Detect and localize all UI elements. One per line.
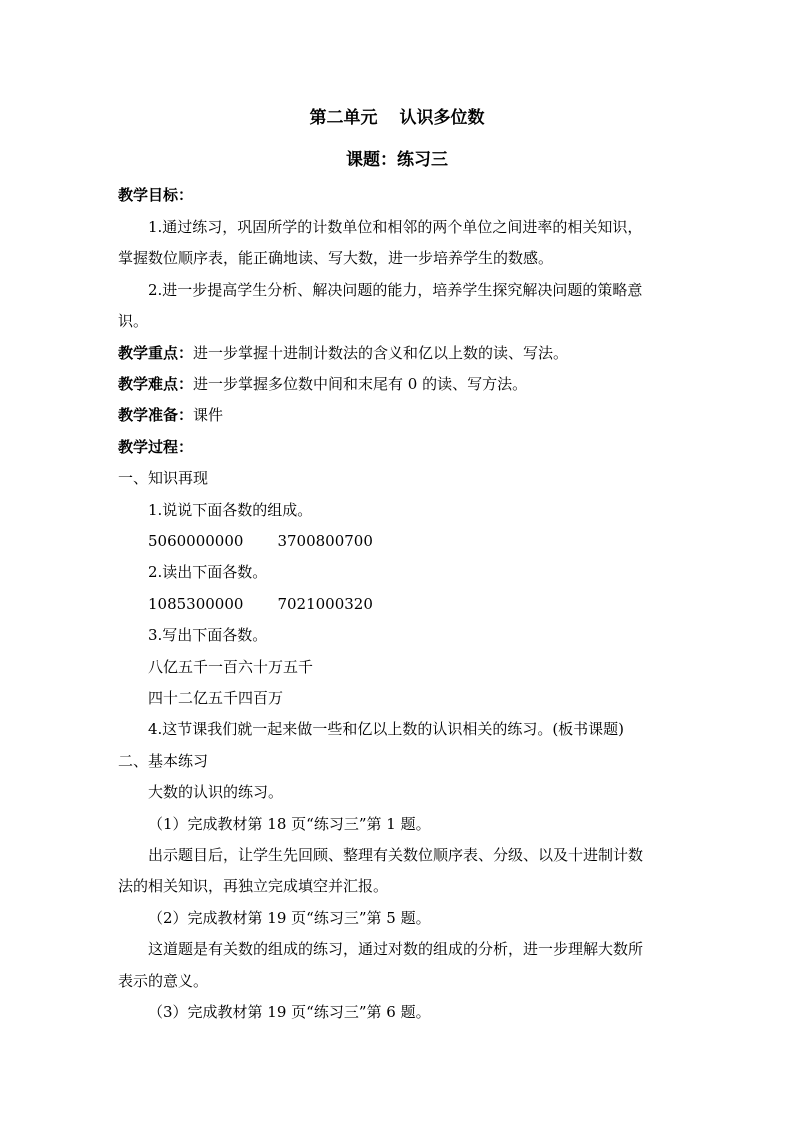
number-a: 1085300000 (148, 595, 244, 613)
key-points-text: 进一步掌握十进制计数法的含义和亿以上数的读、写法。 (193, 344, 569, 362)
section-1-q2-numbers (148, 594, 794, 614)
preparation-label: 教学准备： (118, 406, 194, 424)
section-1-heading: 一、知识再现 (118, 469, 209, 487)
section-2-exercise-2-note-line-1: 这道题是有关数的组成的练习，通过对数的组成的分析，进一步理解大数所 (148, 940, 644, 958)
objective-1-line-2: 掌握数位顺序表，能正确地读、写大数，进一步培养学生的数感。 (118, 249, 554, 267)
objective-2-line-2: 识。 (118, 312, 149, 330)
number-b: 3700800700 (277, 532, 373, 550)
difficulties-text: 进一步掌握多位数中间和末尾有 0 的读、写方法。 (193, 375, 528, 393)
unit-label: 第二单元 (309, 108, 378, 128)
key-points (118, 343, 794, 363)
section-2-intro: 大数的认识的练习。 (148, 783, 284, 801)
section-2-exercise-2-note-line-2: 表示的意义。 (118, 972, 209, 990)
unit-title (0, 108, 794, 128)
difficulties-label: 教学难点： (118, 375, 194, 393)
section-1-q3-item-a: 八亿五千一百六十万五千 (148, 658, 314, 676)
preparation (118, 405, 794, 425)
unit-topic: 认识多位数 (399, 108, 485, 128)
section-2-exercise-1: （1）完成教材第 18 页“练习三”第 1 题。 (148, 815, 431, 833)
section-2-heading: 二、基本练习 (118, 752, 209, 770)
objectives-heading: 教学目标： (118, 186, 194, 204)
process-heading: 教学过程： (118, 438, 194, 456)
section-1-q4: 4.这节课我们就一起来做一些和亿以上数的认识相关的练习。(板书课题) (148, 720, 625, 738)
objective-2-line-1: 2.进一步提高学生分析、解决问题的能力，培养学生探究解决问题的策略意 (148, 281, 643, 299)
number-a: 5060000000 (148, 532, 244, 550)
section-1-q1: 1.说说下面各数的组成。 (148, 501, 313, 519)
section-1-q1-numbers (148, 531, 794, 551)
lesson-title: 课题：练习三 (346, 150, 448, 170)
section-2-exercise-2: （2）完成教材第 19 页“练习三”第 5 题。 (148, 909, 431, 927)
key-points-label: 教学重点： (118, 344, 194, 362)
number-b: 7021000320 (277, 595, 373, 613)
objective-1-line-1: 1.通过练习，巩固所学的计数单位和相邻的两个单位之间进率的相关知识， (148, 218, 643, 236)
section-1-q3-item-b: 四十二亿五千四百万 (148, 689, 284, 707)
section-2-exercise-1-note-line-1: 出示题目后，让学生先回顾、整理有关数位顺序表、分级、以及十进制计数 (148, 846, 644, 864)
preparation-text: 课件 (193, 406, 224, 424)
section-2-exercise-3: （3）完成教材第 19 页“练习三”第 6 题。 (148, 1003, 431, 1021)
section-2-exercise-1-note-line-2: 法的相关知识，再独立完成填空并汇报。 (118, 877, 389, 895)
section-1-q3: 3.写出下面各数。 (148, 626, 268, 644)
difficulties (118, 374, 794, 394)
section-1-q2: 2.读出下面各数。 (148, 563, 268, 581)
